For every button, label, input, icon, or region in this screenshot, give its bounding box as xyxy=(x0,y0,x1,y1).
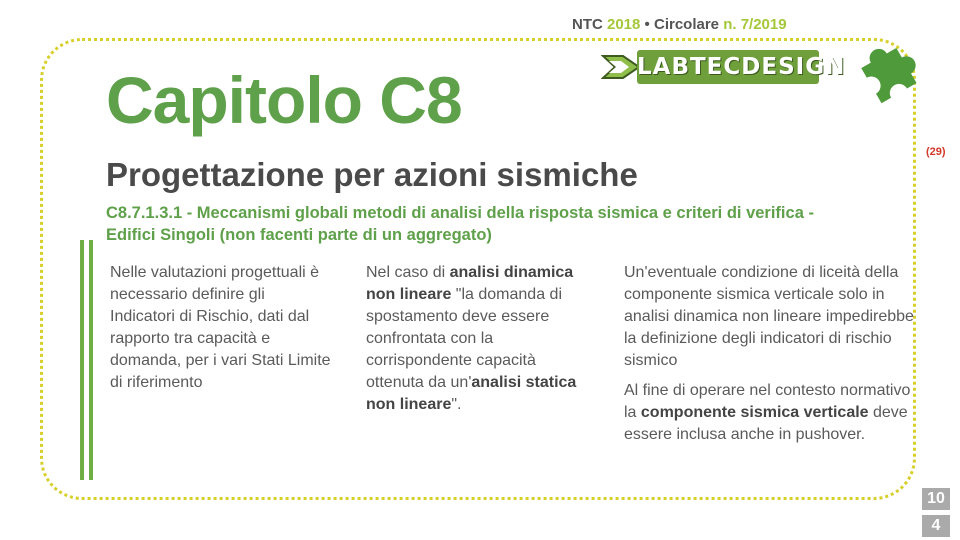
column-3-paragraph-1: Un'eventuale condizione di liceità della componente sismica verticale solo in analisi dinamica non lineare impedirebbe la definizione degli indicatori di rischio sismico xyxy=(624,264,914,369)
text-span: Nel caso di xyxy=(366,264,450,281)
bold-span: analisi dinamica non lineare xyxy=(366,264,574,303)
chapter-title: Capitolo C8 xyxy=(106,63,462,137)
slide-number-line-2: 4 xyxy=(922,515,950,537)
puzzle-piece-icon xyxy=(842,28,934,120)
section-heading: C8.7.1.3.1 - Meccanismi globali metodi di analisi della risposta sismica e criteri di verifica - Edifici Singoli (non facenti parte di un aggregato) xyxy=(106,204,814,244)
header-ntc: NTC xyxy=(572,16,603,33)
slide-number-line-1: 10 xyxy=(922,488,950,510)
column-2-text xyxy=(366,262,598,416)
left-accent-bars xyxy=(80,240,94,480)
header-separator: • xyxy=(644,16,650,33)
column-dynamic-analysis xyxy=(366,262,598,424)
bold-span: analisi statica non lineare xyxy=(366,374,577,413)
logo-text: LABTECDESIGN xyxy=(637,50,819,84)
column-vertical-component xyxy=(624,262,914,454)
accent-bar xyxy=(89,240,93,480)
column-3-paragraph-2 xyxy=(624,380,914,446)
labtecdesign-logo xyxy=(601,50,846,84)
header-circolare: Circolare xyxy=(653,16,720,33)
accent-bar xyxy=(80,240,84,480)
text-span: Al fine di operare nel contesto normativo la xyxy=(624,382,911,421)
column-1-text: Nelle valutazioni progettuali è necessario definire gli Indicatori di Rischio, dati dal rapporto tra capacità e domanda, per i vari Stati Limite di riferimento xyxy=(110,264,331,391)
header-year: 2018 xyxy=(607,16,641,33)
bold-span: componente sismica verticale xyxy=(640,404,869,421)
header-line xyxy=(572,16,787,33)
text-span: deve essere inclusa anche in pushover. xyxy=(624,404,908,443)
page-reference: (29) xyxy=(926,146,946,158)
chapter-subtitle: Progettazione per azioni sismiche xyxy=(106,156,638,193)
column-risk-indicators xyxy=(110,262,332,402)
text-span: ". xyxy=(451,396,462,413)
logo-arrow-icon xyxy=(601,50,641,84)
header-number: n. 7/2019 xyxy=(723,16,787,33)
text-span: "la domanda di spostamento deve essere confrontata con la corrispondente capacità ottenuta da un' xyxy=(366,286,562,391)
